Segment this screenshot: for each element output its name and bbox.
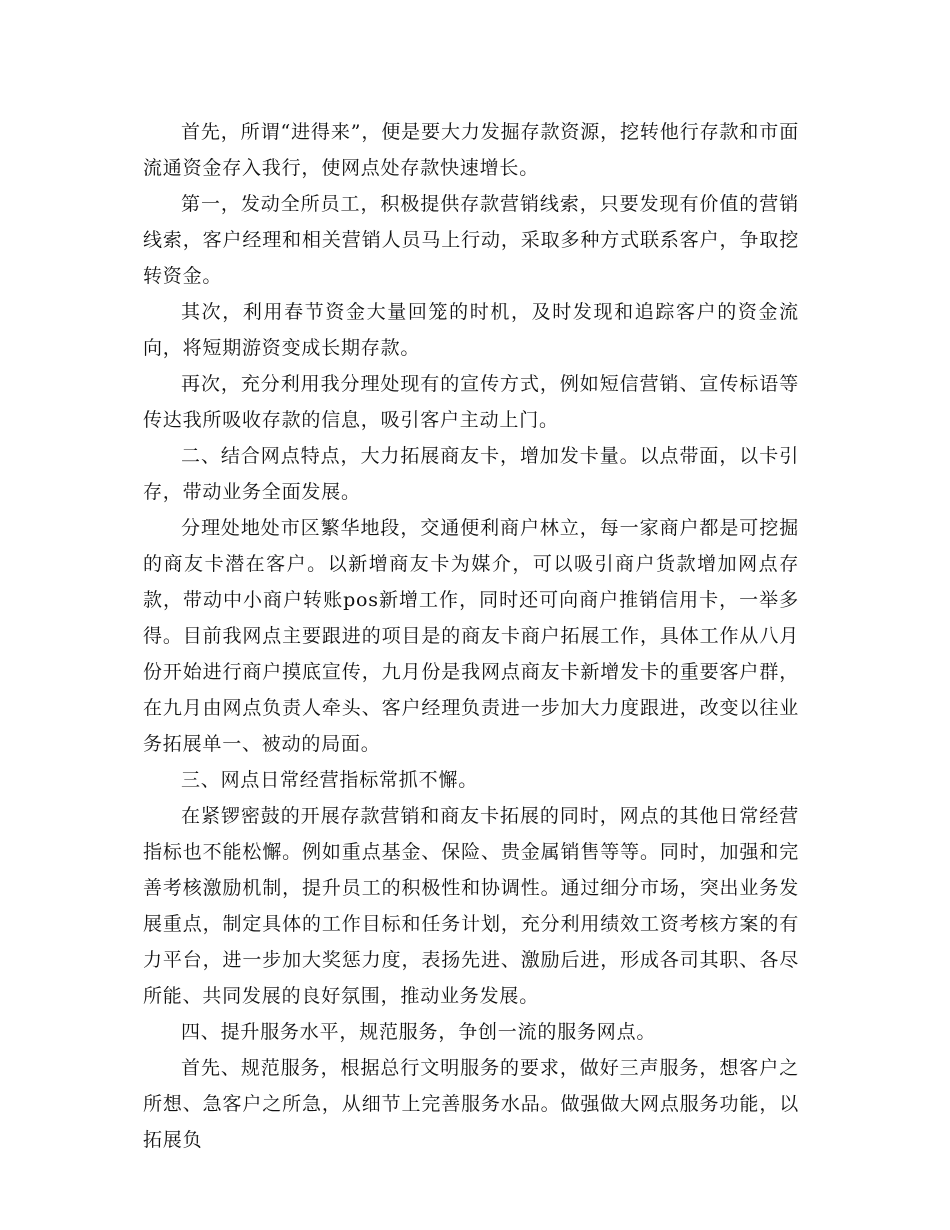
- paragraph-1: 首先，所谓“进得来”，便是要大力发掘存款资源，挖转他行存款和市面流通资金存入我行，使网点处存款快速增长。: [143, 121, 799, 179]
- section-heading-4: 四、提升服务水平，规范服务，争创一流的服务网点。: [181, 1021, 657, 1043]
- section-heading-3: 三、网点日常经营指标常抓不懈。: [181, 769, 479, 791]
- section-heading-2: 二、结合网点特点，大力拓展商友卡，增加发卡量。以点带面，以卡引存，带动业务全面发展。: [143, 445, 799, 503]
- document-body: [143, 114, 799, 1158]
- paragraph-4: 再次，充分利用我分理处现有的宣传方式，例如短信营销、宣传标语等传达我所吸收存款的信息，吸引客户主动上门。: [143, 373, 799, 431]
- paragraph-6: 分理处地处市区繁华地段，交通便利商户林立，每一家商户都是可挖掘的商友卡潜在客户。以新增商友卡为媒介，可以吸引商户货款增加网点存款，带动中小商户转账pos新增工作，同时还可向商户推销信用卡，一举多得。目前我网点主要跟进的项目是的商友卡商户拓展工作，具体工作从八月份开始进行商户摸底宣传，九月份是我网点商友卡新增发卡的重要客户群，在九月由网点负责人牵头、客户经理负责进一步加大力度跟进，改变以往业务拓展单一、被动的局面。: [143, 517, 799, 755]
- paragraph-10: 首先、规范服务，根据总行文明服务的要求，做好三声服务，想客户之所想、急客户之所急，从细节上完善服务水品。做强做大网点服务功能，以拓展负: [143, 1057, 799, 1151]
- paragraph-3: 其次，利用春节资金大量回笼的时机，及时发现和追踪客户的资金流向，将短期游资变成长期存款。: [143, 301, 799, 359]
- paragraph-2: 第一，发动全所员工，积极提供存款营销线索，只要发现有价值的营销线索，客户经理和相关营销人员马上行动，采取多种方式联系客户，争取挖转资金。: [143, 193, 799, 287]
- paragraph-8: 在紧锣密鼓的开展存款营销和商友卡拓展的同时，网点的其他日常经营指标也不能松懈。例如重点基金、保险、贵金属销售等等。同时，加强和完善考核激励机制，提升员工的积极性和协调性。通过细分市场，突出业务发展重点，制定具体的工作目标和任务计划，充分利用绩效工资考核方案的有力平台，进一步加大奖惩力度，表扬先进、激励后进，形成各司其职、各尽所能、共同发展的良好氛围，推动业务发展。: [143, 805, 799, 1007]
